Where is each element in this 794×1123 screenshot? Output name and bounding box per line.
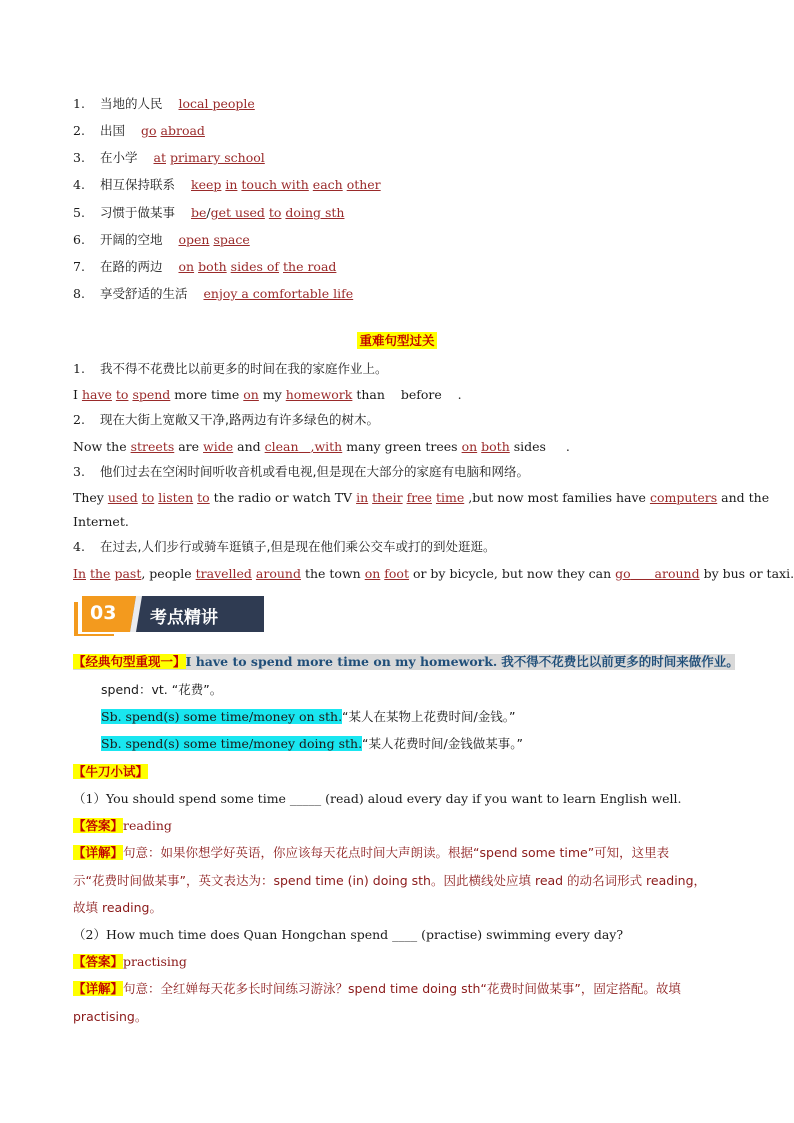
classic-zh: 我不得不花费比以前更多的时间来做作业。 <box>501 654 739 669</box>
sentence-answer: homework <box>285 387 353 402</box>
sentence-answer: wide <box>203 439 234 454</box>
pattern-en: Sb. spend(s) some time/money doing sth. <box>101 736 363 751</box>
sentence-text: are <box>178 439 200 454</box>
sentence-text: the town <box>304 566 361 581</box>
sentence-text: and the <box>721 490 770 505</box>
sentence-text: many green trees <box>346 439 458 454</box>
question-2: （2）How much time does Quan Hongchan spend ____ (practise) swimming every day? <box>73 927 624 942</box>
sentence-answer: to <box>197 490 210 505</box>
banner-number: 03 <box>90 602 117 624</box>
phrase-answer: in <box>225 177 238 192</box>
sentence-3-en <box>73 490 769 506</box>
sentence-zh: 现在大街上宽敞又干净,路两边有许多绿色的树木。 <box>100 412 379 427</box>
detail-2-line1 <box>73 981 681 997</box>
sentence-answer: used <box>107 490 138 505</box>
sentence-answer: on <box>461 439 478 454</box>
sentence-answer: In <box>73 566 86 581</box>
sentence-answer: have <box>81 387 112 402</box>
phrase-answer: space <box>213 232 250 247</box>
sentence-4-zh <box>73 539 495 555</box>
answer-tag: 【答案】 <box>73 818 124 833</box>
sentence-number: 4. <box>73 539 85 554</box>
sentence-answer: around <box>255 566 301 581</box>
sentence-text: than <box>356 387 385 402</box>
phrase-zh: 出国 <box>100 123 126 138</box>
classic-tag: 【经典句型重现一】 <box>73 654 186 669</box>
detail-tag: 【详解】 <box>73 845 124 860</box>
phrase-answer: the road <box>283 259 337 274</box>
phrase-answer: touch with <box>241 177 309 192</box>
detail-1-line3: 故填 reading。 <box>73 900 162 915</box>
sentence-text: . <box>457 387 462 402</box>
answer-tag: 【答案】 <box>73 954 124 969</box>
sentence-text: or by bicycle, but now they can <box>412 566 612 581</box>
sentence-answer: free <box>406 490 432 505</box>
sentence-text: Internet. <box>73 514 129 529</box>
sentence-number: 3. <box>73 464 85 479</box>
phrase-answer: other <box>346 177 381 192</box>
classic-en: I have to spend more time on my homework. <box>185 654 498 669</box>
classic-sentence <box>73 654 739 670</box>
phrase-zh: 享受舒适的生活 <box>100 286 188 301</box>
detail-tag: 【详解】 <box>73 981 124 996</box>
phrase-number: 7. <box>73 259 85 274</box>
sentence-text: my <box>262 387 282 402</box>
phrase-4 <box>73 177 381 193</box>
phrase-1 <box>73 96 255 112</box>
sentence-text: ,but now most families have <box>468 490 646 505</box>
sentence-text: I <box>73 387 78 402</box>
sentence-answer: foot <box>384 566 409 581</box>
sentence-answer: computers <box>649 490 718 505</box>
sentence-4-en <box>73 566 794 582</box>
detail-2-line2: practising。 <box>73 1009 148 1024</box>
phrase-7 <box>73 259 336 275</box>
phrase-number: 2. <box>73 123 85 138</box>
answer-1 <box>73 818 172 834</box>
sentence-zh: 我不得不花费比以前更多的时间在我的家庭作业上。 <box>100 361 388 376</box>
phrase-number: 5. <box>73 205 85 220</box>
answer-value: practising <box>123 954 187 969</box>
phrase-answer: be <box>191 205 207 220</box>
phrase-number: 4. <box>73 177 85 192</box>
sentence-answer: past <box>114 566 142 581</box>
sentence-3-zh <box>73 464 529 480</box>
sentence-answer: travelled <box>195 566 252 581</box>
section-banner <box>74 592 266 636</box>
phrase-answer: abroad <box>160 123 205 138</box>
phrase-6 <box>73 232 250 248</box>
sentence-text: by bus or taxi. <box>703 566 794 581</box>
sentence-2-zh <box>73 412 379 428</box>
sentence-text: more time <box>174 387 240 402</box>
sentence-2-en <box>73 439 570 455</box>
answer-value: reading <box>123 818 172 833</box>
sentence-text: , people <box>141 566 192 581</box>
phrase-answer: at <box>153 150 166 165</box>
phrase-answer: sides of <box>230 259 280 274</box>
detail-1-line2: 示“花费时间做某事”，英文表达为：spend time (in) doing sth。因此横线处应填 read 的动名词形式 reading， <box>73 873 707 888</box>
sentence-text: They <box>73 490 104 505</box>
pattern-zh: “某人在某物上花费时间/金钱。” <box>342 709 516 724</box>
sentence-answer: around <box>654 566 700 581</box>
pattern-en: Sb. spend(s) some time/money on sth. <box>101 709 343 724</box>
phrase-answer: to <box>268 205 282 220</box>
phrase-number: 3. <box>73 150 85 165</box>
detail-text: 句意：如果你想学好英语，你应该每天花点时间大声朗读。根据“spend some time”可知，这里表 <box>123 845 670 860</box>
phrase-zh: 在小学 <box>100 150 138 165</box>
sentence-answer: ,with <box>310 439 343 454</box>
phrase-5: 5. 习惯于做某事 be/get used to doing sth <box>73 205 345 220</box>
phrase-zh: 相互保持联系 <box>100 177 176 192</box>
sentence-answer: on <box>364 566 381 581</box>
phrase-number: 6. <box>73 232 85 247</box>
sentence-answer: time <box>435 490 465 505</box>
pattern-1 <box>101 709 515 725</box>
sentence-zh: 他们过去在空闲时间听收音机或看电视,但是现在大部分的家庭有电脑和网络。 <box>100 464 529 479</box>
sentence-answer: the <box>89 566 111 581</box>
phrase-answer: each <box>312 177 343 192</box>
sentence-text: and <box>237 439 261 454</box>
sentence-1-zh <box>73 361 388 377</box>
sentence-zh: 在过去,人们步行或骑车逛镇子,但是现在他们乘公交车或打的到处逛逛。 <box>100 539 496 554</box>
phrase-2 <box>73 123 205 139</box>
phrase-answer: go <box>141 123 157 138</box>
sentence-text: . <box>565 439 570 454</box>
section-title <box>0 330 794 349</box>
detail-text: 句意：全红婵每天花多长时间练习游泳？spend time doing sth“花费时间做某事”，固定搭配。故填 <box>123 981 681 996</box>
phrase-zh: 当地的人民 <box>100 96 163 111</box>
phrase-number: 1. <box>73 96 85 111</box>
phrase-zh: 在路的两边 <box>100 259 163 274</box>
sentence-answer: their <box>372 490 403 505</box>
sentence-answer: to <box>141 490 155 505</box>
section-title-text: 重难句型过关 <box>359 333 435 348</box>
sentence-answer: on <box>243 387 259 402</box>
sentence-text: sides <box>513 439 546 454</box>
sentence-answer: spend <box>132 387 171 402</box>
banner-title: 考点精讲 <box>150 608 218 628</box>
sentence-number: 1. <box>73 361 85 376</box>
pattern-2 <box>101 736 523 752</box>
answer-2 <box>73 954 187 970</box>
sentence-text: before <box>400 387 442 402</box>
sentence-answer: streets <box>130 439 175 454</box>
sentence-answer: clean <box>264 439 299 454</box>
detail-1-line1 <box>73 845 669 861</box>
phrase-answer: on <box>178 259 195 274</box>
sentence-number: 2. <box>73 412 85 427</box>
sentence-1-en <box>73 387 462 403</box>
phrase-3 <box>73 150 265 166</box>
sentence-answer: go <box>615 566 631 581</box>
sentence-answer: listen <box>158 490 194 505</box>
practice-heading <box>73 764 148 780</box>
phrase-answer: enjoy a comfortable life <box>203 286 354 301</box>
phrase-answer: primary school <box>169 150 265 165</box>
sentence-answer: in <box>356 490 369 505</box>
phrase-number: 8. <box>73 286 85 301</box>
sentence-3-en-cont <box>73 514 129 530</box>
practice-tag: 【牛刀小试】 <box>73 764 149 779</box>
phrase-zh: 开阔的空地 <box>100 232 163 247</box>
pattern-zh: “某人花费时间/金钱做某事。” <box>362 736 523 751</box>
spend-definition: spend：vt. “花费”。 <box>101 682 223 697</box>
phrase-answer: get used <box>210 205 265 220</box>
phrase-answer: keep <box>191 177 222 192</box>
sentence-answer: to <box>115 387 129 402</box>
sentence-answer: both <box>481 439 510 454</box>
phrase-answer: both <box>198 259 227 274</box>
phrase-answer: local people <box>178 96 255 111</box>
phrase-8 <box>73 286 353 302</box>
sentence-text: Now the <box>73 439 127 454</box>
question-1: （1）You should spend some time _____ (read) aloud every day if you want to learn English well. <box>73 791 682 806</box>
phrase-zh: 习惯于做某事 <box>100 205 176 220</box>
sentence-text: the radio or watch TV <box>213 490 353 505</box>
phrase-answer: open <box>178 232 210 247</box>
phrase-answer: doing sth <box>285 205 345 220</box>
